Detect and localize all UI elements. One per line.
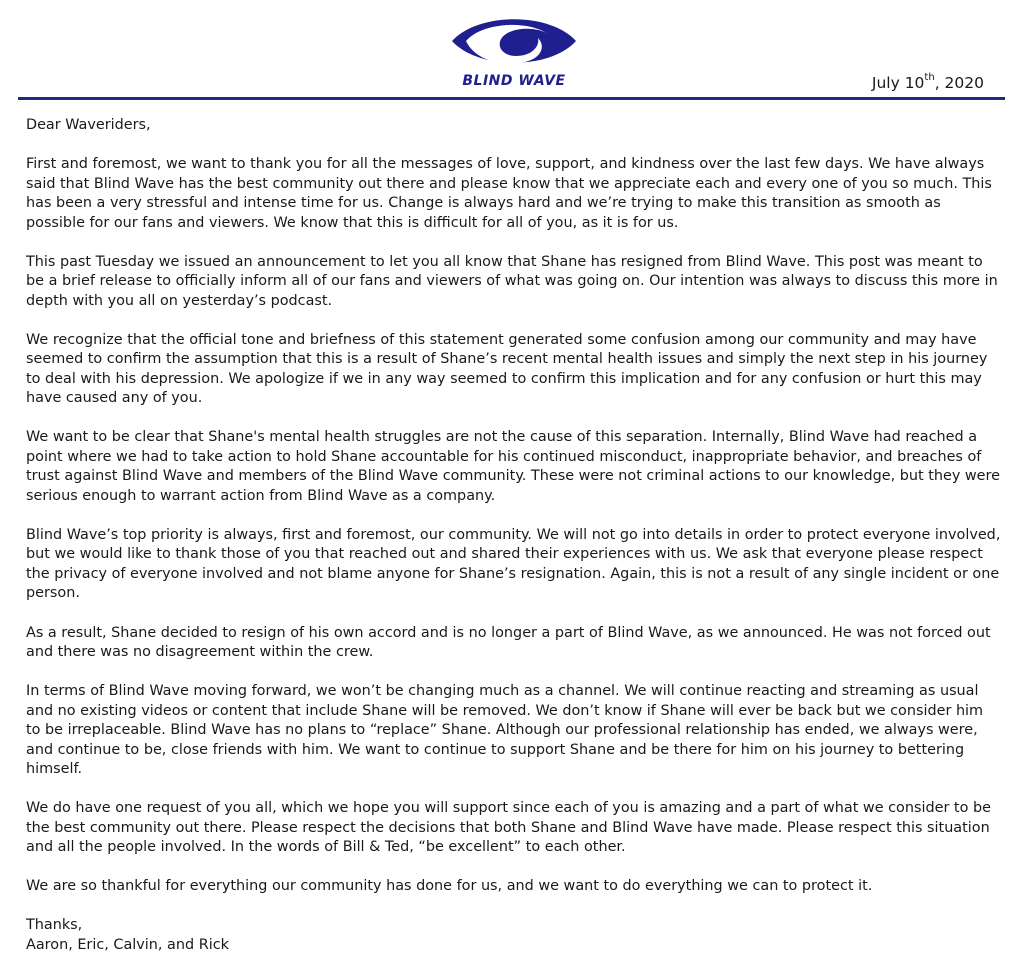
wave-eye-icon: [448, 10, 580, 72]
blind-wave-logo: [444, 10, 584, 92]
paragraph: In terms of Blind Wave moving forward, we won’t be changing much as a channel. We will continue reacting and streaming as usual and no existing videos or content that include Shane will be removed. We don’t know if Shane will ever be back but we consider him to be irreplaceable. Blind Wave has no plans to “replace” Shane. Although our professional relationship has ended, we always were, and continue to be, close friends with him. We want to continue to support Shane and be there for him on his journey to bettering himself.: [26, 683, 984, 778]
header-divider: [18, 97, 1005, 100]
letter-body: [26, 116, 1001, 955]
paragraph: First and foremost, we want to thank you for all the messages of love, support, and kindness over the last few days. We have always said that Blind Wave has the best community out there and please know that we appreciate each and every one of you so much. This has been a very stressful and intense time for us. Change is always hard and we’re trying to make this transition as smooth as possible for our fans and viewers. We know that this is difficult for all of you, as it is for us.: [26, 156, 992, 231]
greeting: Dear Waveriders,: [26, 117, 151, 133]
date-year: , 2020: [934, 74, 984, 93]
letterhead: [0, 0, 1024, 102]
logo-wordmark: BLIND WAVE: [462, 73, 566, 89]
paragraph: We are so thankful for everything our community has done for us, and we want to do everything we can to protect it.: [26, 878, 873, 895]
paragraph: We want to be clear that Shane's mental health struggles are not the cause of this separation. Internally, Blind Wave had reached a point where we had to take action to hold Shane accountable for his continued misconduct, inappropriate behavior, and breaches of trust against Blind Wave and members of the Blind Wave community. These were not criminal actions to our knowledge, but they were serious enough to warrant action from Blind Wave as a company.: [26, 429, 1000, 504]
letter-date: [872, 74, 984, 92]
date-ordinal: th: [924, 72, 935, 83]
date-month-day: July 10: [871, 74, 925, 93]
paragraph: This past Tuesday we issued an announcement to let you all know that Shane has resigned from Blind Wave. This post was meant to be a brief release to officially inform all of our fans and viewers of what was going on. Our intention was always to discuss this more in depth with you all on yesterday’s podcast.: [26, 253, 998, 309]
closing: Thanks,: [26, 917, 83, 934]
paragraph: As a result, Shane decided to resign of his own accord and is no longer a part of Blind Wave, as we announced. He was not forced out and there was no disagreement within the crew.: [26, 624, 991, 661]
paragraph: Blind Wave’s top priority is always, first and foremost, our community. We will not go into details in order to protect everyone involved, but we would like to thank those of you that reached out and shared their experiences with us. We ask that everyone please respect the privacy of everyone involved and not blame anyone for Shane’s resignation. Again, this is not a result of any single incident or one person.: [26, 526, 1001, 602]
signature: Aaron, Eric, Calvin, and Rick: [26, 936, 229, 953]
paragraph: We recognize that the official tone and briefness of this statement generated some confusion among our community and may have seemed to confirm the assumption that this is a result of Shane’s recent mental health issues and simply the next step in his journey to deal with his depression. We apologize if we in any way seemed to confirm this implication and for any confusion or hurt this may have caused any of you.: [26, 331, 988, 407]
paragraph: We do have one request of you all, which we hope you will support since each of you is amazing and a part of what we consider to be the best community out there. Please respect the decisions that both Shane and Blind Wave have made. Please respect this situation and all the people involved. In the words of Bill & Ted, “be excellent” to each other.: [26, 800, 991, 856]
